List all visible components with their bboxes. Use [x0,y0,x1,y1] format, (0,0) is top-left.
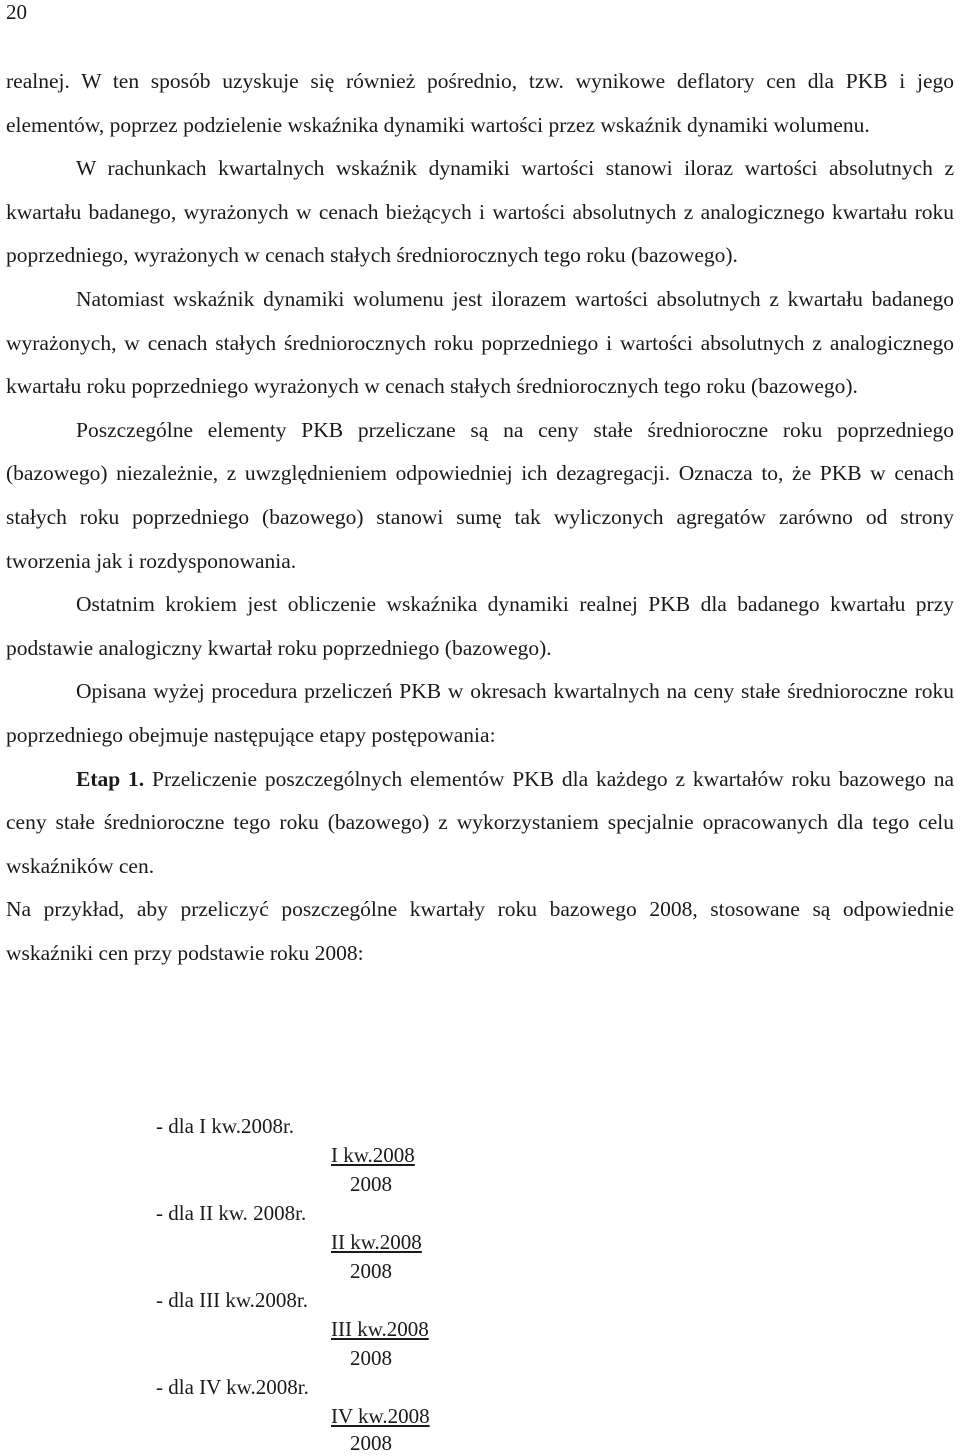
etap-label: Etap 1. [76,766,145,791]
page-number: 20 [6,0,27,24]
fraction-label: - dla II kw. 2008r. [156,1201,307,1225]
paragraph-example: Na przykład, aby przeliczyć poszczególne kwartały roku bazowego 2008, stosowane są odpowiednie wskaźniki cen przy podstawie roku 2008: [6,897,954,965]
paragraph-procedure: Opisana wyżej procedura przeliczeń PKB w okresach kwartalnych na ceny stałe średnioroczne roku poprzedniego obejmuje następujące etapy postępowania: [6,679,954,747]
paragraph-gdp-elements: Poszczególne elementy PKB przeliczane są na ceny stałe średnioroczne roku poprzedniego (bazowego) niezależnie, z uwzględnieniem odpowiedniej ich dezagregacji. Oznacza to, że PKB w cenach stałych roku poprzedniego (bazowego) stanowi sumę tak wyliczonych agregatów zarówno od strony tworzenia jak i rozdysponowania. [6,417,954,573]
fraction-numerator: I kw.2008 [331,1143,415,1167]
fraction-denominator: 2008 [350,1346,392,1370]
fraction-denominator: 2008 [350,1172,392,1196]
fraction-numerator: III kw.2008 [331,1317,429,1341]
fraction-denominator: 2008 [350,1259,392,1283]
fraction-label: - dla IV kw.2008r. [156,1375,309,1399]
fraction-denominator: 2008 [350,1431,392,1455]
paragraph-value-index: W rachunkach kwartalnych wskaźnik dynamiki wartości stanowi iloraz wartości absolutnych z kwartału badanego, wyrażonych w cenach bieżących i wartości absolutnych z analogicznego kwartału roku poprzedniego, wyrażonych w cenach stałych średniorocznych tego roku (bazowego). [6,156,954,268]
fraction-numerator: II kw.2008 [331,1230,422,1254]
fraction-label: - dla I kw.2008r. [156,1114,295,1138]
paragraph-volume-index: Natomiast wskaźnik dynamiki wolumenu jest ilorazem wartości absolutnych z kwartału badanego wyrażonych, w cenach stałych średniorocznych roku poprzedniego i wartości absolutnych z analogicznego kwartału roku poprzedniego wyrażonych w cenach stałych średniorocznych tego roku (bazowego). [6,286,954,399]
fraction-label: - dla III kw.2008r. [156,1288,309,1312]
paragraph-etap-1 [6,758,954,889]
document-body [6,60,954,975]
paragraph-final-step: Ostatnim krokiem jest obliczenie wskaźnika dynamiki realnej PKB dla badanego kwartału przy podstawie analogiczny kwartał roku poprzedniego (bazowego). [6,592,954,660]
paragraph-continuation: realnej. W ten sposób uzyskuje się również pośrednio, tzw. wynikowe deflatory cen dla PKB i jego elementów, poprzez podzielenie wskaźnika dynamiki wartości przez wskaźnik dynamiki wolumenu. [6,69,954,137]
etap-text: Przeliczenie poszczególnych elementów PKB dla każdego z kwartałów roku bazowego na ceny stałe średnioroczne tego roku (bazowego) z wykorzystaniem specjalnie opracowanych dla tego celu wskaźników cen. [6,766,954,878]
fraction-numerator: IV kw.2008 [331,1404,430,1428]
